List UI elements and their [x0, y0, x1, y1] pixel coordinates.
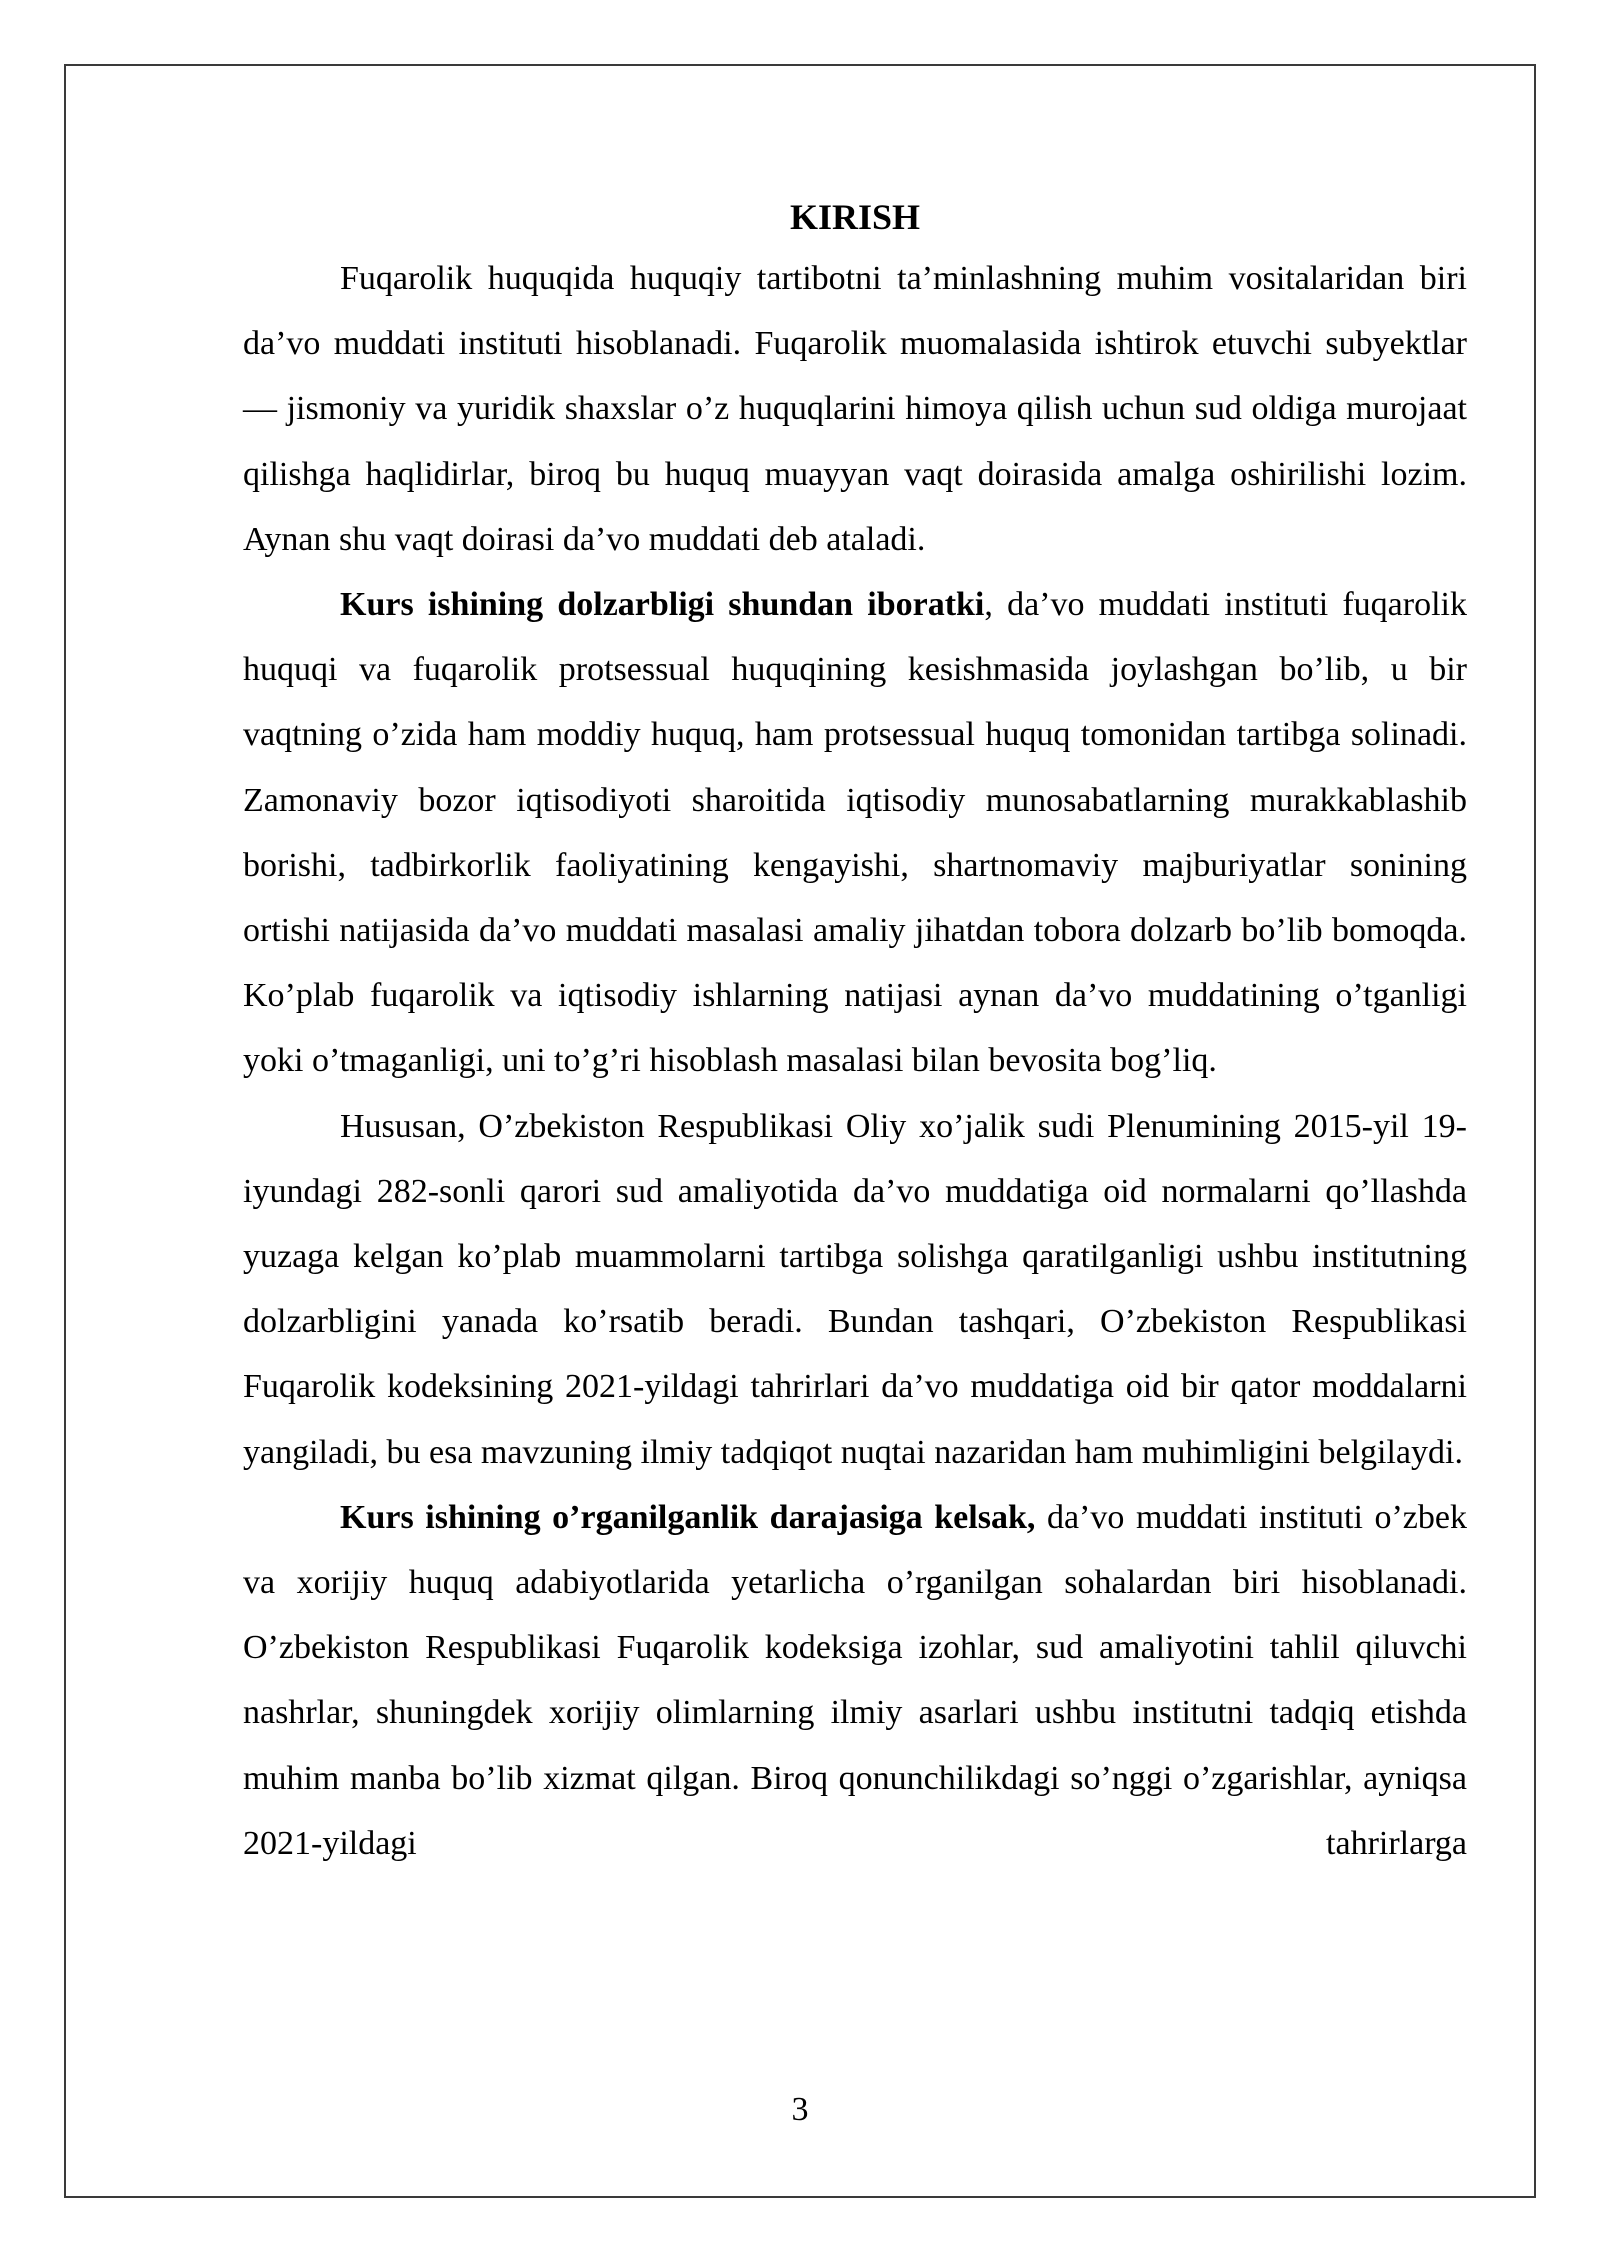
paragraph-text: da’vo muddati instituti o’zbek va xorijiy huquq adabiyotlarida yetarlicha o’rganilgan sohalardan biri hisoblanadi. O’zbekiston Respublikasi Fuqarolik kodeksiga izohlar, sud amaliyotini tahlil qiluvchi nashrlar, shuningdek xorijiy olimlarning ilmiy asarlari ushbu institutni tadqiq etishda muhim manba bo’lib xizmat qilgan. Biroq qonunchilikdagi so’nggi o’zgarishlar, ayniqsa 2021-yildagi tahrirlarga [243, 1498, 1467, 1862]
paragraph-text: Hususan, O’zbekiston Respublikasi Oliy xo’jalik sudi Plenumining 2015-yil 19-iyundagi 282-sonli qarori sud amaliyotida da’vo muddatiga oid normalarni qo’llashda yuzaga kelgan ko’plab muammolarni tartibga solishga qaratilganligi ushbu institutning dolzarbligini yanada ko’rsatib beradi. Bundan tashqari, O’zbekiston Respublikasi Fuqarolik kodeksining 2021-yildagi tahrirlari da’vo muddatiga oid bir qator moddalarni yangiladi, bu esa mavzuning ilmiy tadqiqot nuqtai nazaridan ham muhimligini belgilaydi. [243, 1107, 1467, 1471]
paragraph-plenum [243, 1094, 1467, 1485]
paragraph-lead-bold: Kurs ishining dolzarbligi shundan iboratki [340, 586, 985, 624]
paragraph-lead-bold: Kurs ishining o’rganilganlik darajasiga kelsak, [340, 1498, 1036, 1536]
document-body [243, 196, 1467, 1876]
paragraph-intro [243, 246, 1467, 572]
paragraph-study-level [243, 1485, 1467, 1876]
paragraph-relevance [243, 572, 1467, 1094]
paragraph-text: , da’vo muddati instituti fuqarolik huquqi va fuqarolik protsessual huquqining kesishmasida joylashgan bo’lib, u bir vaqtning o’zida ham moddiy huquq, ham protsessual huquq tomonidan tartibga solinadi. Zamonaviy bozor iqtisodiyoti sharoitida iqtisodiy munosabatlarning murakkablashib borishi, tadbirkorlik faoliyatining kengayishi, shartnomaviy majburiyatlar sonining ortishi natijasida da’vo muddati masalasi amaliy jihatdan tobora dolzarb bo’lib bomoqda. Ko’plab fuqarolik va iqtisodiy ishlarning natijasi aynan da’vo muddatining o’tganligi yoki o’tmaganligi, uni to’g’ri hisoblash masalasi bilan bevosita bog’liq. [243, 586, 1467, 1080]
section-title: KIRISH [789, 197, 921, 237]
page-number: 3 [791, 2091, 809, 2128]
paragraph-text: Fuqarolik huquqida huquqiy tartibotni ta’minlashning muhim vositalaridan biri da’vo muddati instituti hisoblanadi. Fuqarolik muomalasida ishtirok etuvchi subyektlar — jismoniy va yuridik shaxslar o’z huquqlarini himoya qilish uchun sud oldiga murojaat qilishga haqlidirlar, biroq bu huquq muayyan vaqt doirasida amalga oshirilishi lozim. Aynan shu vaqt doirasi da’vo muddati deb ataladi. [243, 260, 1467, 558]
